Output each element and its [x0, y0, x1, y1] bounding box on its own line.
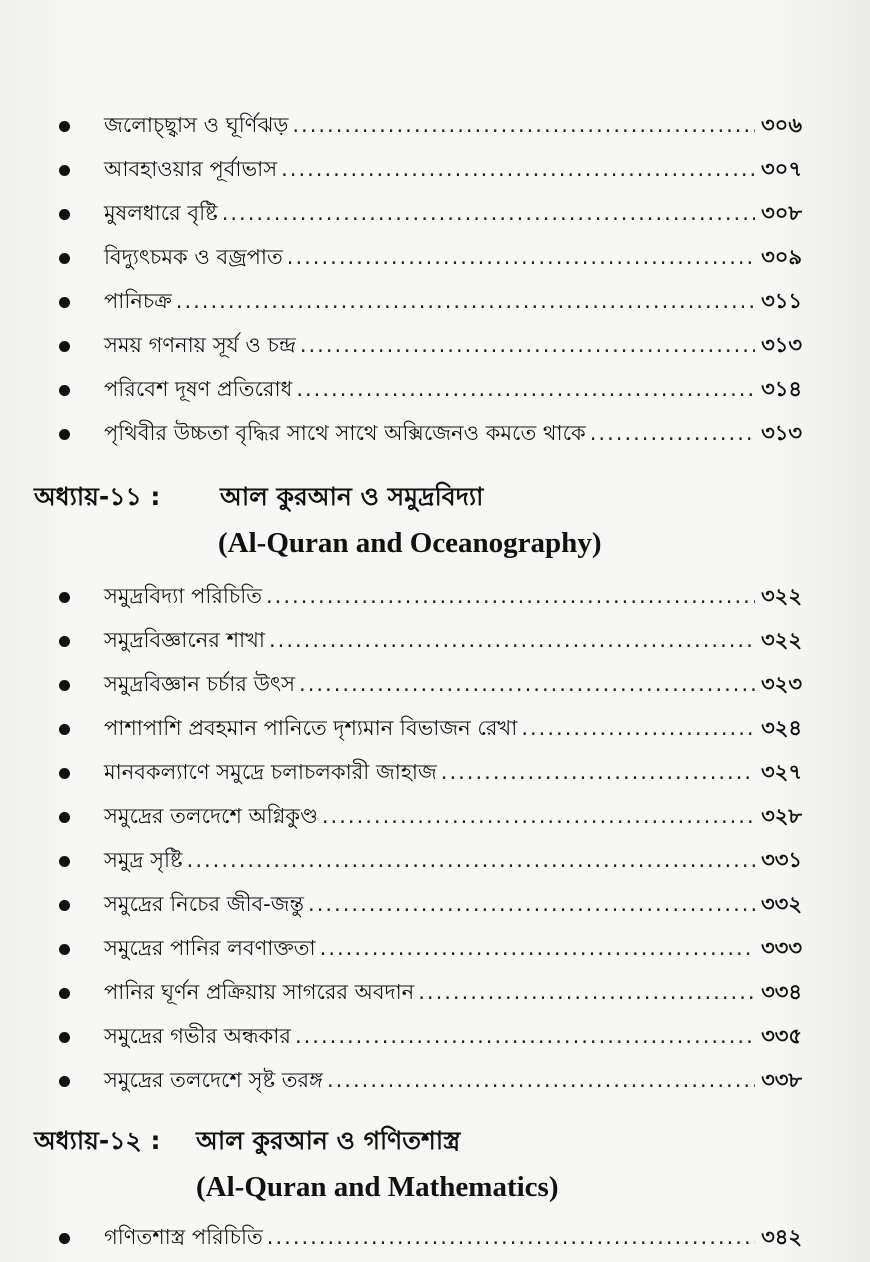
- bullet-icon: [59, 592, 70, 603]
- dot-leader: [267, 1222, 755, 1252]
- entry-title: সমুদ্রের তলদেশে অগ্নিকুণ্ড: [104, 804, 318, 828]
- entry-page-number: ৩০৮: [761, 201, 802, 225]
- chapter-label: অধ্যায়-১২ :: [34, 1126, 161, 1155]
- dot-leader: [296, 374, 755, 404]
- toc-entry: [0, 414, 870, 454]
- bullet-icon: [59, 1233, 70, 1244]
- bullet-icon: [59, 165, 70, 176]
- entry-title: বিদ্যুৎচমক ও বজ্রপাত: [104, 245, 283, 269]
- toc-entry: [0, 238, 870, 278]
- entry-page-number: ৩০৬: [761, 113, 802, 137]
- entry-title: সমুদ্রবিদ্যা পরিচিতি: [104, 584, 262, 608]
- entry-page-number: ৩২২: [761, 628, 802, 652]
- bullet-icon: [59, 900, 70, 911]
- dot-leader: [308, 889, 755, 919]
- entry-title: আবহাওয়ার পূর্বাভাস: [104, 157, 278, 181]
- dot-leader: [300, 330, 755, 360]
- entry-page-number: ৩৩৫: [761, 1024, 802, 1048]
- dot-leader: [176, 286, 755, 316]
- entry-page-number: ৩২৮: [761, 804, 802, 828]
- bullet-icon: [59, 768, 70, 779]
- toc-entry: [0, 282, 870, 322]
- dot-leader: [292, 110, 755, 140]
- toc-entry: [0, 885, 870, 925]
- entry-title: গণিতশাস্ত্র পরিচিতি: [104, 1225, 263, 1249]
- bullet-icon: [59, 1032, 70, 1043]
- entry-page-number: ৩২২: [761, 584, 802, 608]
- dot-leader: [281, 154, 755, 184]
- bullet-icon: [59, 341, 70, 352]
- entry-page-number: ৩২৭: [761, 760, 802, 784]
- entry-title: সমুদ্রবিজ্ঞানের শাখা: [104, 628, 265, 652]
- bullet-icon: [59, 297, 70, 308]
- bullet-icon: [59, 209, 70, 220]
- entry-page-number: ৩৩৪: [761, 980, 802, 1004]
- chapter-title-english: (Al-Quran and Mathematics): [196, 1171, 559, 1203]
- toc-entry: [0, 621, 870, 661]
- chapter-title-bangla: আল কুরআন ও গণিতশাস্ত্র: [196, 1126, 461, 1155]
- dot-leader: [299, 669, 755, 699]
- entry-title: পানিচক্র: [104, 289, 172, 313]
- dot-leader: [418, 977, 755, 1007]
- dot-leader: [590, 418, 755, 448]
- entry-title: পানির ঘূর্ণন প্রক্রিয়ায় সাগরের অবদান: [104, 980, 415, 1004]
- entry-page-number: ৩২৩: [761, 672, 802, 696]
- toc-entry: [0, 1218, 870, 1258]
- bullet-icon: [59, 944, 70, 955]
- toc-entry: [0, 1061, 870, 1101]
- entry-title: সমুদ্রের নিচের জীব-জন্তু: [104, 892, 305, 916]
- dot-leader: [187, 845, 755, 875]
- bullet-icon: [59, 1076, 70, 1087]
- toc-entry: [0, 370, 870, 410]
- entry-page-number: ৩৩২: [761, 892, 802, 916]
- entry-title: সমুদ্রের তলদেশে সৃষ্ট তরঙ্গ: [104, 1068, 323, 1092]
- toc-entry: [0, 577, 870, 617]
- dot-leader: [521, 713, 755, 743]
- bullet-icon: [59, 856, 70, 867]
- toc-entry: [0, 929, 870, 969]
- toc-entry: [0, 106, 870, 146]
- chapter-title-english: (Al-Quran and Oceanography): [218, 527, 602, 559]
- dot-leader: [269, 625, 755, 655]
- entry-title: সমুদ্র সৃষ্টি: [104, 848, 183, 872]
- toc-entry: [0, 797, 870, 837]
- entry-page-number: ৩৩৩: [761, 936, 802, 960]
- entry-title: পৃথিবীর উচ্চতা বৃদ্ধির সাথে সাথে অক্সিজেনও কমতে থাকে: [104, 421, 586, 445]
- dot-leader: [222, 198, 755, 228]
- bullet-icon: [59, 385, 70, 396]
- dot-leader: [441, 757, 755, 787]
- entry-title: সমুদ্রের পানির লবণাক্ততা: [104, 936, 316, 960]
- entry-page-number: ৩১৩: [761, 421, 802, 445]
- entry-page-number: ৩১৪: [761, 377, 802, 401]
- entry-page-number: ৩০৯: [761, 245, 802, 269]
- entry-title: জলোচ্ছ্বাস ও ঘূর্ণিঝড়: [104, 113, 289, 137]
- toc-entry: [0, 841, 870, 881]
- toc-entry: [0, 973, 870, 1013]
- entry-title: মুষলধারে বৃষ্টি: [104, 201, 218, 225]
- dot-leader: [287, 242, 755, 272]
- toc-entry: [0, 665, 870, 705]
- chapter-label: অধ্যায়-১১ :: [34, 482, 161, 511]
- entry-page-number: ৩১১: [761, 289, 802, 313]
- dot-leader: [327, 1065, 755, 1095]
- entry-page-number: ৩৩৮: [761, 1068, 802, 1092]
- entry-page-number: ৩০৭: [761, 157, 802, 181]
- dot-leader: [322, 801, 755, 831]
- entry-title: পরিবেশ দূষণ প্রতিরোধ: [104, 377, 293, 401]
- bullet-icon: [59, 636, 70, 647]
- entry-page-number: ৩৪২: [761, 1225, 802, 1249]
- toc-entry: [0, 1017, 870, 1057]
- entry-title: মানবকল্যাণে সমুদ্রে চলাচলকারী জাহাজ: [104, 760, 437, 784]
- toc-entry: [0, 326, 870, 366]
- bullet-icon: [59, 812, 70, 823]
- bullet-icon: [59, 724, 70, 735]
- bullet-icon: [59, 988, 70, 999]
- dot-leader: [295, 1021, 755, 1051]
- entry-page-number: ৩৩১: [761, 848, 802, 872]
- dot-leader: [320, 933, 755, 963]
- entry-title: পাশাপাশি প্রবহমান পানিতে দৃশ্যমান বিভাজন রেখা: [104, 716, 518, 740]
- bullet-icon: [59, 121, 70, 132]
- bullet-icon: [59, 253, 70, 264]
- entry-title: সময় গণনায় সূর্য ও চন্দ্র: [104, 333, 296, 357]
- toc-entry: [0, 709, 870, 749]
- entry-page-number: ৩২৪: [761, 716, 802, 740]
- entry-title: সমুদ্রবিজ্ঞান চর্চার উৎস: [104, 672, 296, 696]
- bullet-icon: [59, 429, 70, 440]
- toc-entry: [0, 753, 870, 793]
- dot-leader: [266, 581, 755, 611]
- bullet-icon: [59, 680, 70, 691]
- entry-title: সমুদ্রের গভীর অন্ধকার: [104, 1024, 291, 1048]
- toc-entry: [0, 150, 870, 190]
- toc-entry: [0, 194, 870, 234]
- entry-page-number: ৩১৩: [761, 333, 802, 357]
- chapter-title-bangla: আল কুরআন ও সমুদ্রবিদ্যা: [220, 482, 484, 511]
